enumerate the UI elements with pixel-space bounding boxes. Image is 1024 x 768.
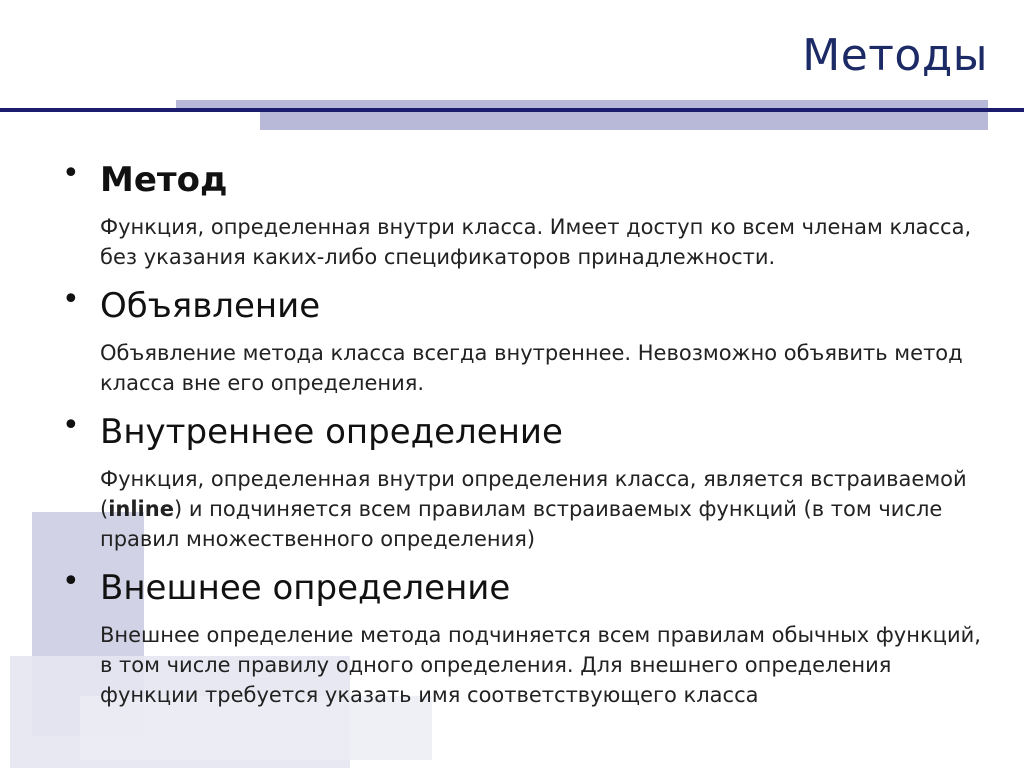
inline-keyword: inline bbox=[108, 497, 174, 521]
bullet-icon: • bbox=[62, 282, 80, 317]
description-text: Функция, определенная внутри определения класса, является встраиваемой ( bbox=[100, 467, 967, 521]
item-heading: Внутреннее определение bbox=[100, 412, 563, 452]
item-description bbox=[100, 464, 988, 554]
item-heading: Объявление bbox=[100, 286, 321, 326]
item-description: Функция, определенная внутри класса. Имеет доступ ко всем членам класса, без указания каких-либо спецификаторов принадлежности. bbox=[100, 215, 972, 269]
description-text: ) и подчиняется всем правилам встраиваемых функций (в том числе правил множественного определения) bbox=[100, 497, 943, 551]
decor-bar-light bbox=[176, 100, 988, 108]
item-description: Внешнее определение метода подчиняется всем правилам обычных функций, в том числе правилу одного определения. Для внешнего определения функции требуется указать имя соответствующего класса bbox=[100, 623, 981, 707]
bullet-icon: • bbox=[62, 408, 80, 443]
list-item bbox=[58, 564, 988, 710]
list-item bbox=[58, 282, 988, 398]
item-heading: Внешнее определение bbox=[100, 568, 511, 608]
bullet-list bbox=[58, 156, 988, 720]
item-heading: Метод bbox=[100, 160, 228, 200]
bullet-icon: • bbox=[62, 156, 80, 191]
list-item bbox=[58, 408, 988, 554]
decor-bar-light-lower bbox=[260, 112, 988, 130]
list-item bbox=[58, 156, 988, 272]
item-description: Объявление метода класса всегда внутреннее. Невозможно объявить метод класса вне его определения. bbox=[100, 341, 963, 395]
bullet-icon: • bbox=[62, 564, 80, 599]
slide-title: Методы bbox=[802, 30, 988, 81]
